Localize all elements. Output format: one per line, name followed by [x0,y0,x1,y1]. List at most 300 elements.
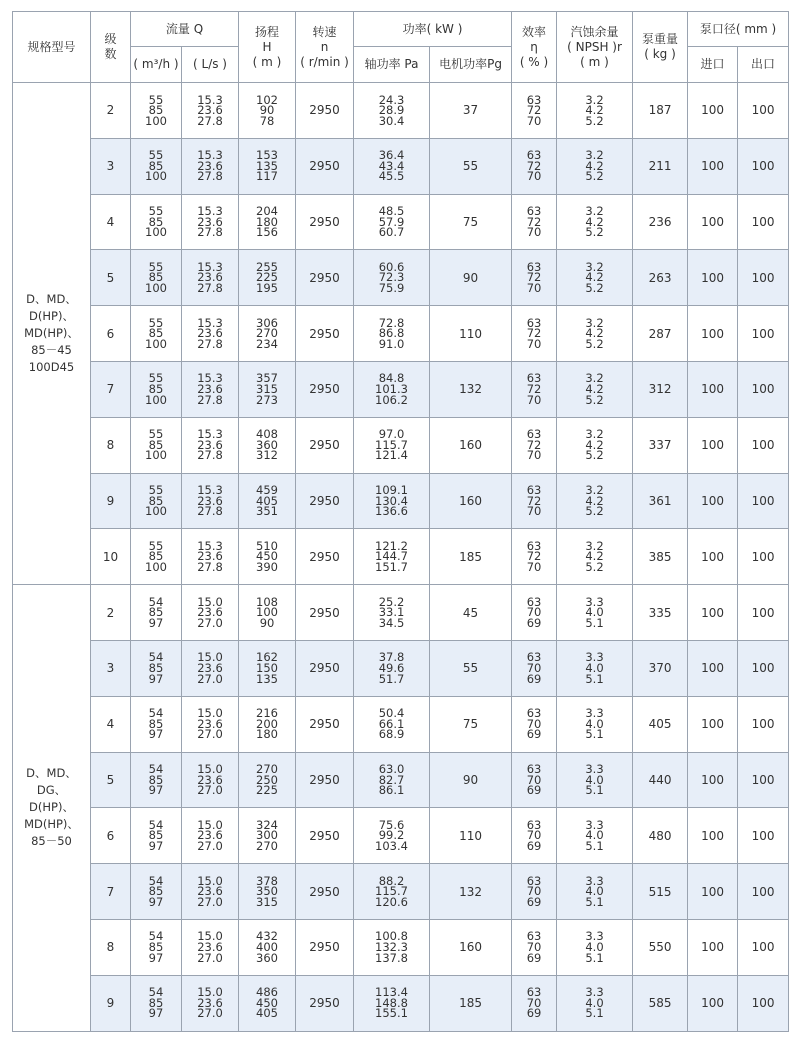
flow-m3h-cell-value: 100 [145,169,167,184]
efficiency-cell-value: 63 [526,706,542,721]
header-outlet: 出口 [738,47,789,83]
npsh-cell-value: 5.1 [585,950,604,965]
efficiency-cell-value: 63 [526,315,542,330]
shaft-power-cell [354,864,430,920]
motor-power-cell: 90 [430,250,512,306]
efficiency-cell [512,83,557,139]
flow-ls-cell-value: 23.6 [197,828,223,843]
shaft-power-cell-value: 48.5 [378,204,405,219]
table-row [13,473,789,529]
flow-m3h-cell-value: 55 [148,148,164,163]
stage-cell: 5 [91,752,131,808]
shaft-power-cell [354,975,430,1031]
head-cell-value: 216 [256,706,278,721]
npsh-cell-value: 5.1 [585,894,604,909]
weight-cell: 287 [633,306,688,362]
head-cell-value: 405 [256,1006,278,1021]
head-cell-value: 459 [256,483,278,498]
flow-m3h-cell [131,529,182,585]
flow-m3h-cell-value: 54 [148,873,164,888]
shaft-power-cell-value: 136.6 [375,504,408,519]
model-line: MD(HP)、 [24,817,79,832]
efficiency-cell-value: 70 [526,336,542,351]
npsh-cell-value: 4.0 [585,716,604,731]
inlet-cell: 100 [688,473,738,529]
head-cell-value: 360 [256,437,278,452]
shaft-power-cell-value: 86.1 [378,783,405,798]
efficiency-cell-value: 69 [526,839,542,854]
efficiency-cell-value: 63 [526,371,542,386]
flow-m3h-cell-value: 55 [148,483,164,498]
stage-cell: 4 [91,194,131,250]
head-cell [239,138,296,194]
outlet-cell: 100 [738,473,789,529]
table-row [13,864,789,920]
table-row [13,194,789,250]
efficiency-cell-value: 69 [526,671,542,686]
outlet-cell: 100 [738,585,789,641]
table-row [13,808,789,864]
head-cell-value: 270 [256,326,278,341]
header-diameter: 泵口径( mm ) [688,12,789,47]
efficiency-cell-value: 63 [526,650,542,665]
weight-cell: 361 [633,473,688,529]
shaft-power-cell-value: 33.1 [378,605,405,620]
flow-m3h-cell-value: 55 [148,204,164,219]
table-header [13,12,789,83]
head-cell [239,752,296,808]
shaft-power-cell-value: 103.4 [375,839,408,854]
flow-m3h-cell-value: 54 [148,817,164,832]
head-cell-value: 450 [256,549,278,564]
flow-m3h-cell-value: 85 [148,549,164,564]
stage-cell: 5 [91,250,131,306]
model-line: D(HP)、 [29,309,74,324]
motor-power-cell: 90 [430,752,512,808]
flow-ls-cell-value: 15.0 [197,817,223,832]
inlet-cell: 100 [688,250,738,306]
weight-cell: 480 [633,808,688,864]
shaft-power-cell-value: 132.3 [375,940,408,955]
shaft-power-cell [354,808,430,864]
table-row [13,306,789,362]
flow-m3h-cell-value: 85 [148,270,164,285]
head-cell [239,919,296,975]
flow-m3h-cell-value: 100 [145,336,167,351]
inlet-cell: 100 [688,361,738,417]
npsh-cell-value: 5.2 [585,448,604,463]
efficiency-cell-value: 70 [526,605,542,620]
shaft-power-cell-value: 50.4 [378,706,405,721]
outlet-cell: 100 [738,864,789,920]
npsh-cell-value: 3.2 [585,92,604,107]
npsh-cell-value: 5.2 [585,392,604,407]
shaft-power-cell-value: 88.2 [378,873,405,888]
flow-ls-cell-value: 23.6 [197,940,223,955]
stage-cell: 2 [91,83,131,139]
shaft-power-cell-value: 51.7 [378,671,405,686]
flow-m3h-cell-value: 100 [145,281,167,296]
npsh-cell-value: 3.2 [585,148,604,163]
shaft-power-cell [354,417,430,473]
flow-ls-cell [182,417,239,473]
outlet-cell: 100 [738,417,789,473]
npsh-cell-value: 4.2 [585,103,604,118]
header-shaft-power: 轴功率 Pa [354,47,430,83]
efficiency-cell [512,529,557,585]
npsh-cell-value: 5.1 [585,1006,604,1021]
efficiency-cell-value: 70 [526,995,542,1010]
inlet-cell: 100 [688,138,738,194]
flow-ls-cell-value: 23.6 [197,995,223,1010]
efficiency-cell-value: 69 [526,727,542,742]
table-row [13,919,789,975]
flow-m3h-cell-value: 85 [148,995,164,1010]
head-cell-value: 135 [256,671,278,686]
efficiency-cell [512,306,557,362]
head-cell-value: 432 [256,929,278,944]
table-body [13,83,789,1032]
flow-ls-cell [182,640,239,696]
stage-cell: 3 [91,138,131,194]
model-cell [13,83,91,585]
efficiency-cell-value: 72 [526,103,542,118]
shaft-power-cell-value: 91.0 [378,336,405,351]
npsh-cell-value: 4.2 [585,214,604,229]
flow-m3h-cell-value: 100 [145,392,167,407]
outlet-cell: 100 [738,194,789,250]
outlet-cell: 100 [738,696,789,752]
flow-ls-cell [182,808,239,864]
head-cell-value: 225 [256,270,278,285]
npsh-cell-value: 4.0 [585,661,604,676]
efficiency-cell-value: 70 [526,448,542,463]
head-cell [239,361,296,417]
flow-m3h-cell [131,473,182,529]
flow-ls-cell-value: 23.6 [197,437,223,452]
flow-ls-cell [182,864,239,920]
flow-m3h-cell [131,250,182,306]
npsh-cell-value: 4.2 [585,326,604,341]
weight-cell: 337 [633,417,688,473]
head-cell-value: 390 [256,560,278,575]
shaft-power-cell-value: 101.3 [375,382,408,397]
npsh-cell-value: 5.2 [585,169,604,184]
flow-ls-cell-value: 15.3 [197,315,223,330]
npsh-cell-value: 5.2 [585,225,604,240]
head-cell-value: 312 [256,448,278,463]
shaft-power-cell [354,473,430,529]
efficiency-cell-value: 72 [526,437,542,452]
speed-cell: 2950 [296,696,354,752]
flow-ls-cell-value: 27.0 [197,615,223,630]
head-cell-value: 450 [256,995,278,1010]
flow-m3h-cell-value: 97 [148,671,164,686]
npsh-cell-value: 3.2 [585,315,604,330]
head-cell-value: 270 [256,762,278,777]
flow-ls-cell-value: 15.3 [197,538,223,553]
flow-ls-cell [182,752,239,808]
stage-cell: 7 [91,864,131,920]
shaft-power-cell-value: 75.6 [378,817,405,832]
shaft-power-cell [354,361,430,417]
npsh-cell [557,864,633,920]
flow-ls-cell-value: 23.6 [197,158,223,173]
efficiency-cell-value: 69 [526,1006,542,1021]
speed-cell: 2950 [296,529,354,585]
header-flow: 流量 Q [131,12,239,47]
shaft-power-cell-value: 57.9 [378,214,405,229]
efficiency-cell-value: 70 [526,225,542,240]
shaft-power-cell-value: 121.4 [375,448,408,463]
npsh-cell-value: 3.3 [585,985,604,1000]
flow-m3h-cell-value: 100 [145,560,167,575]
npsh-cell-value: 3.2 [585,538,604,553]
speed-cell: 2950 [296,919,354,975]
header-model: 规格型号 [13,12,91,83]
efficiency-cell-value: 70 [526,661,542,676]
weight-cell: 385 [633,529,688,585]
shaft-power-cell-value: 37.8 [378,650,405,665]
motor-power-cell: 37 [430,83,512,139]
flow-ls-cell [182,473,239,529]
stage-cell: 8 [91,417,131,473]
model-line: MD(HP)、 [24,326,79,341]
flow-m3h-cell [131,194,182,250]
flow-m3h-cell-value: 55 [148,371,164,386]
npsh-cell-value: 5.1 [585,671,604,686]
header-power: 功率( kW ) [354,12,512,47]
table-row [13,83,789,139]
head-cell-value: 204 [256,204,278,219]
weight-cell: 515 [633,864,688,920]
outlet-cell: 100 [738,919,789,975]
efficiency-cell-value: 63 [526,538,542,553]
npsh-cell-value: 5.1 [585,839,604,854]
table-row [13,529,789,585]
npsh-cell-value: 4.0 [585,772,604,787]
efficiency-cell-value: 69 [526,894,542,909]
flow-ls-cell-value: 23.6 [197,549,223,564]
shaft-power-cell-value: 109.1 [375,483,408,498]
table-row [13,640,789,696]
header-npsh: 汽蚀余量 ( NPSH )r ( m ) [557,12,633,83]
flow-ls-cell-value: 23.6 [197,493,223,508]
flow-ls-cell-value: 27.8 [197,281,223,296]
npsh-cell-value: 4.0 [585,884,604,899]
flow-m3h-cell-value: 85 [148,103,164,118]
npsh-cell-value: 5.1 [585,783,604,798]
flow-m3h-cell-value: 100 [145,225,167,240]
outlet-cell: 100 [738,752,789,808]
flow-ls-cell-value: 15.3 [197,259,223,274]
efficiency-cell-value: 63 [526,204,542,219]
outlet-cell: 100 [738,975,789,1031]
flow-ls-cell-value: 23.6 [197,661,223,676]
inlet-cell: 100 [688,864,738,920]
flow-m3h-cell-value: 85 [148,661,164,676]
shaft-power-cell [354,752,430,808]
inlet-cell: 100 [688,529,738,585]
flow-ls-cell-value: 15.0 [197,929,223,944]
efficiency-cell-value: 63 [526,483,542,498]
npsh-cell [557,83,633,139]
flow-m3h-cell-value: 85 [148,493,164,508]
head-cell-value: 156 [256,225,278,240]
npsh-cell [557,975,633,1031]
speed-cell: 2950 [296,585,354,641]
efficiency-cell [512,808,557,864]
npsh-cell [557,585,633,641]
head-cell-value: 78 [259,113,275,128]
npsh-cell [557,752,633,808]
npsh-cell-value: 4.2 [585,382,604,397]
flow-ls-cell-value: 27.8 [197,392,223,407]
npsh-cell [557,250,633,306]
table-row [13,361,789,417]
motor-power-cell: 160 [430,417,512,473]
shaft-power-cell [354,585,430,641]
head-cell-value: 102 [256,92,278,107]
npsh-cell-value: 4.2 [585,158,604,173]
shaft-power-cell [354,919,430,975]
motor-power-cell: 75 [430,194,512,250]
head-cell-value: 273 [256,392,278,407]
efficiency-cell-value: 63 [526,259,542,274]
flow-ls-cell-value: 15.3 [197,92,223,107]
head-cell-value: 200 [256,716,278,731]
npsh-cell-value: 3.3 [585,706,604,721]
efficiency-cell-value: 63 [526,873,542,888]
efficiency-cell-value: 70 [526,716,542,731]
head-cell-value: 108 [256,594,278,609]
flow-ls-cell-value: 27.8 [197,560,223,575]
shaft-power-cell-value: 151.7 [375,560,408,575]
shaft-power-cell-value: 24.3 [378,92,405,107]
flow-ls-cell-value: 15.3 [197,204,223,219]
model-line: D、MD、DG、 [26,766,77,798]
npsh-cell-value: 3.3 [585,762,604,777]
flow-ls-cell [182,529,239,585]
header-motor-power: 电机功率Pg [430,47,512,83]
speed-cell: 2950 [296,83,354,139]
flow-m3h-cell-value: 55 [148,538,164,553]
efficiency-cell-value: 70 [526,113,542,128]
efficiency-cell [512,696,557,752]
shaft-power-cell-value: 115.7 [375,884,408,899]
header-inlet: 进口 [688,47,738,83]
speed-cell: 2950 [296,473,354,529]
flow-m3h-cell-value: 54 [148,706,164,721]
outlet-cell: 100 [738,808,789,864]
speed-cell: 2950 [296,194,354,250]
shaft-power-cell [354,529,430,585]
flow-m3h-cell [131,361,182,417]
shaft-power-cell-value: 137.8 [375,950,408,965]
table-row [13,696,789,752]
motor-power-cell: 75 [430,696,512,752]
weight-cell: 263 [633,250,688,306]
head-cell-value: 180 [256,214,278,229]
flow-m3h-cell-value: 97 [148,783,164,798]
flow-m3h-cell-value: 85 [148,884,164,899]
shaft-power-cell-value: 34.5 [378,615,405,630]
outlet-cell: 100 [738,138,789,194]
shaft-power-cell-value: 45.5 [378,169,405,184]
npsh-cell-value: 3.3 [585,873,604,888]
head-cell-value: 100 [256,605,278,620]
flow-ls-cell-value: 27.0 [197,727,223,742]
speed-cell: 2950 [296,975,354,1031]
shaft-power-cell-value: 43.4 [378,158,405,173]
flow-ls-cell-value: 15.0 [197,706,223,721]
efficiency-cell-value: 70 [526,281,542,296]
flow-ls-cell-value: 27.8 [197,225,223,240]
head-cell-value: 408 [256,427,278,442]
efficiency-cell-value: 70 [526,560,542,575]
shaft-power-cell-value: 66.1 [378,716,405,731]
head-cell-value: 180 [256,727,278,742]
npsh-cell-value: 4.0 [585,995,604,1010]
efficiency-cell-value: 63 [526,427,542,442]
inlet-cell: 100 [688,919,738,975]
shaft-power-cell [354,194,430,250]
motor-power-cell: 160 [430,473,512,529]
efficiency-cell-value: 72 [526,326,542,341]
shaft-power-cell-value: 60.6 [378,259,405,274]
inlet-cell: 100 [688,696,738,752]
head-cell-value: 153 [256,148,278,163]
head-cell-value: 400 [256,940,278,955]
head-cell-value: 306 [256,315,278,330]
npsh-cell-value: 5.2 [585,560,604,575]
efficiency-cell [512,752,557,808]
flow-ls-cell-value: 15.0 [197,594,223,609]
inlet-cell: 100 [688,808,738,864]
motor-power-cell: 132 [430,361,512,417]
shaft-power-cell-value: 113.4 [375,985,408,1000]
weight-cell: 405 [633,696,688,752]
flow-m3h-cell-value: 55 [148,92,164,107]
flow-m3h-cell-value: 85 [148,158,164,173]
efficiency-cell-value: 69 [526,615,542,630]
flow-ls-cell [182,194,239,250]
head-cell-value: 486 [256,985,278,1000]
pump-spec-table [12,11,789,1032]
flow-ls-cell-value: 27.8 [197,113,223,128]
table-row [13,250,789,306]
flow-m3h-cell-value: 54 [148,594,164,609]
shaft-power-cell [354,83,430,139]
motor-power-cell: 185 [430,529,512,585]
header-stage: 级 数 [91,12,131,83]
flow-ls-cell-value: 15.0 [197,873,223,888]
head-cell-value: 117 [256,169,278,184]
stage-cell: 6 [91,306,131,362]
shaft-power-cell-value: 106.2 [375,392,408,407]
head-cell-value: 195 [256,281,278,296]
efficiency-cell-value: 63 [526,92,542,107]
speed-cell: 2950 [296,808,354,864]
table-row [13,138,789,194]
flow-m3h-cell-value: 85 [148,437,164,452]
flow-m3h-cell-value: 97 [148,950,164,965]
head-cell-value: 90 [259,103,275,118]
head-cell-value: 135 [256,158,278,173]
flow-ls-cell-value: 23.6 [197,103,223,118]
shaft-power-cell-value: 100.8 [375,929,408,944]
efficiency-cell-value: 69 [526,783,542,798]
